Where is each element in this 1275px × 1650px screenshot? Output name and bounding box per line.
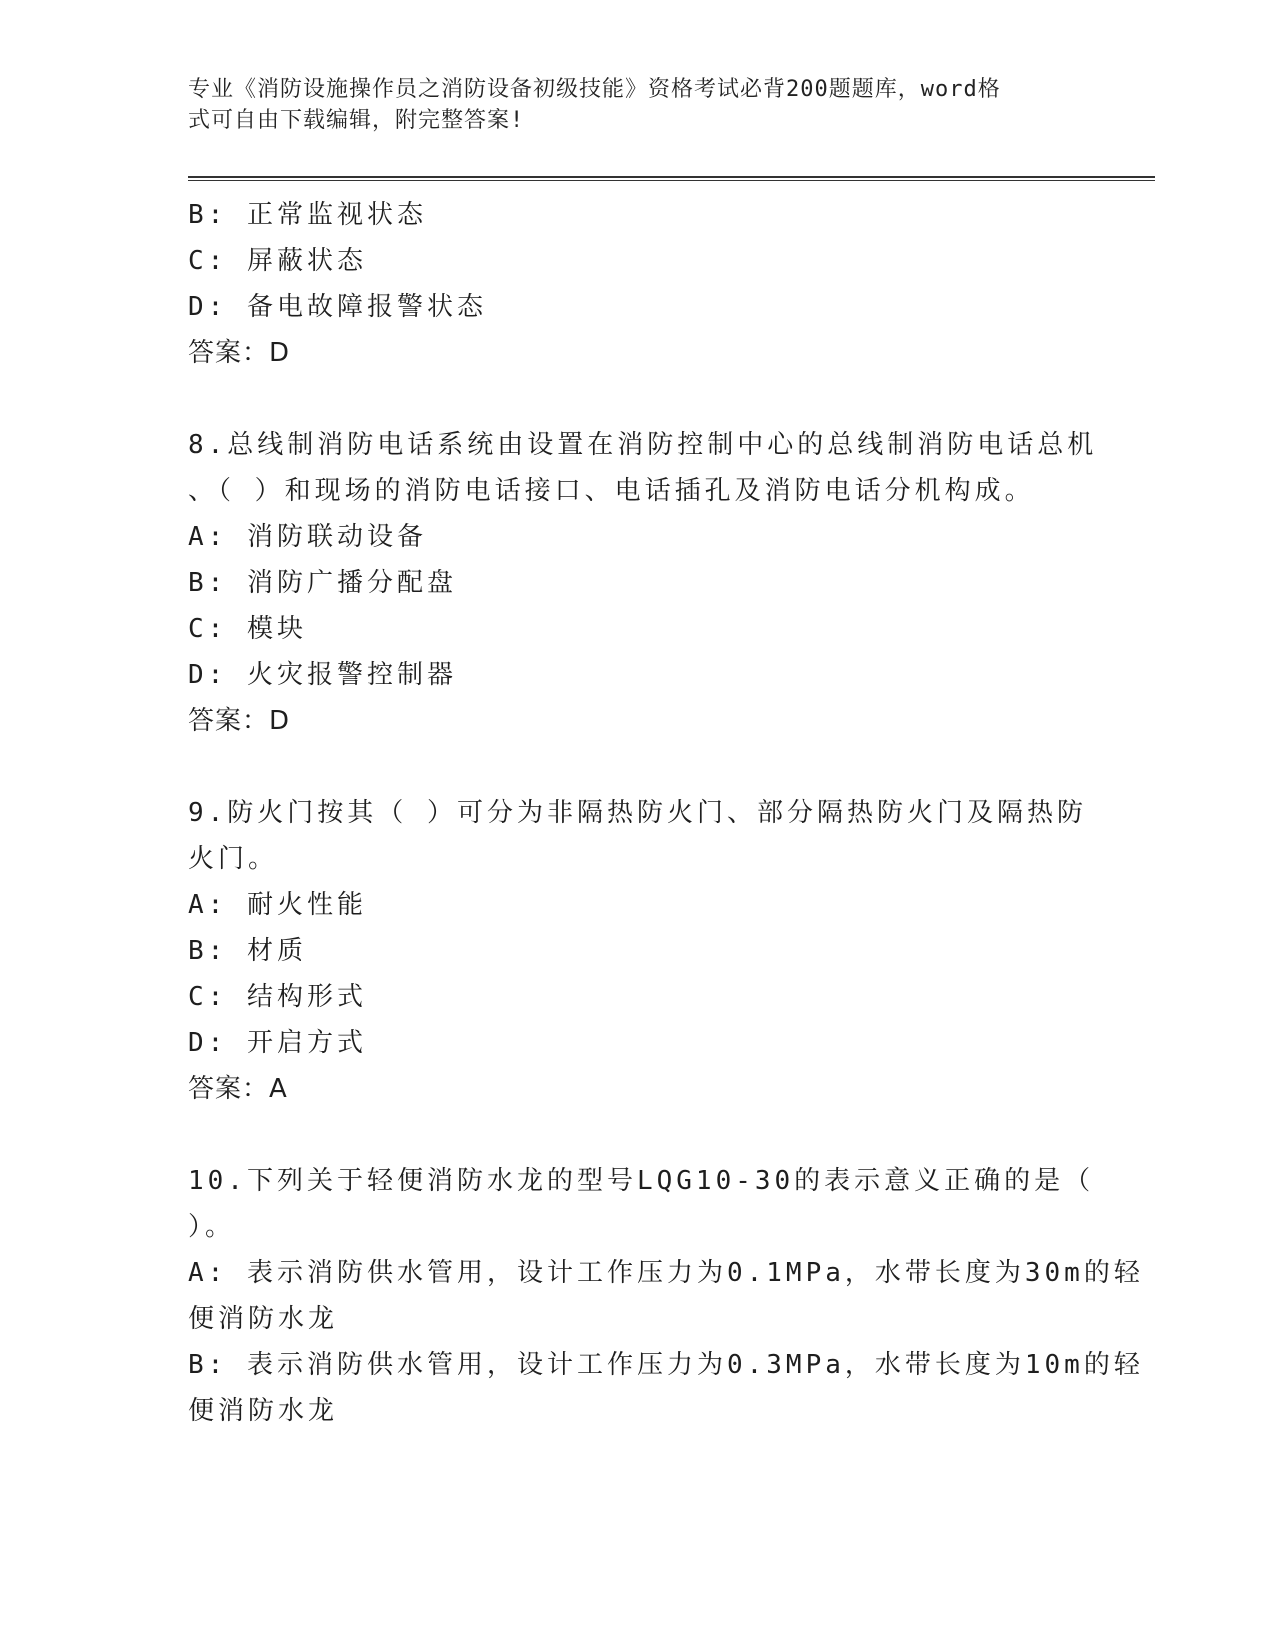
q10-option-b-line-1: B: 表示消防供水管用，设计工作压力为0.3MPa，水带长度为10m的轻 (188, 1350, 1144, 1380)
q10-option-b-line-2: 便消防水龙 (188, 1396, 339, 1426)
header-line-2: 式可自由下载编辑，附完整答案! (188, 108, 525, 133)
header-divider (188, 176, 1155, 181)
q8-option-b: B: 消防广播分配盘 (188, 568, 457, 598)
q9-option-c: C: 结构形式 (188, 982, 367, 1012)
q8-answer: 答案：D (188, 706, 291, 736)
document-body (188, 192, 1144, 1434)
spacer (188, 744, 1088, 790)
q9-option-b: B: 材质 (188, 936, 307, 966)
q8-stem-line-1: 8.总线制消防电话系统由设置在消防控制中心的总线制消防电话总机 (188, 430, 1098, 460)
q8-option-c: C: 模块 (188, 614, 307, 644)
q7-answer: 答案：D (188, 338, 291, 368)
question-10 (188, 1158, 1144, 1434)
header-line-1: 专业《消防设施操作员之消防设备初级技能》资格考试必背200题题库，word格 (188, 77, 1001, 102)
q7-option-b: B: 正常监视状态 (188, 200, 427, 230)
q9-answer: 答案：A (188, 1074, 288, 1104)
q7-option-c: C: 屏蔽状态 (188, 246, 367, 276)
document-header (188, 74, 1068, 136)
q7-option-d: D: 备电故障报警状态 (188, 292, 487, 322)
q9-option-a: A: 耐火性能 (188, 890, 367, 920)
q9-option-d: D: 开启方式 (188, 1028, 367, 1058)
q10-option-a-line-1: A: 表示消防供水管用，设计工作压力为0.1MPa，水带长度为30m的轻 (188, 1258, 1144, 1288)
question-8 (188, 422, 1098, 744)
q8-option-a: A: 消防联动设备 (188, 522, 427, 552)
spacer (188, 1112, 1088, 1158)
question-7 (188, 192, 1088, 376)
q8-stem-line-2: 、（ ）和现场的消防电话接口、电话插孔及消防电话分机构成。 (188, 476, 1035, 506)
q9-stem-line-1: 9.防火门按其（ ）可分为非隔热防火门、部分隔热防火门及隔热防 (188, 798, 1087, 828)
q10-option-a-line-2: 便消防水龙 (188, 1304, 339, 1334)
q10-stem-line-1: 10.下列关于轻便消防水龙的型号LQG10-30的表示意义正确的是（ (188, 1166, 1095, 1196)
question-9 (188, 790, 1088, 1112)
q9-stem-line-2: 火门。 (188, 844, 279, 874)
q8-option-d: D: 火灾报警控制器 (188, 660, 457, 690)
spacer (188, 376, 1088, 422)
q10-stem-line-2: ）。 (188, 1212, 236, 1242)
